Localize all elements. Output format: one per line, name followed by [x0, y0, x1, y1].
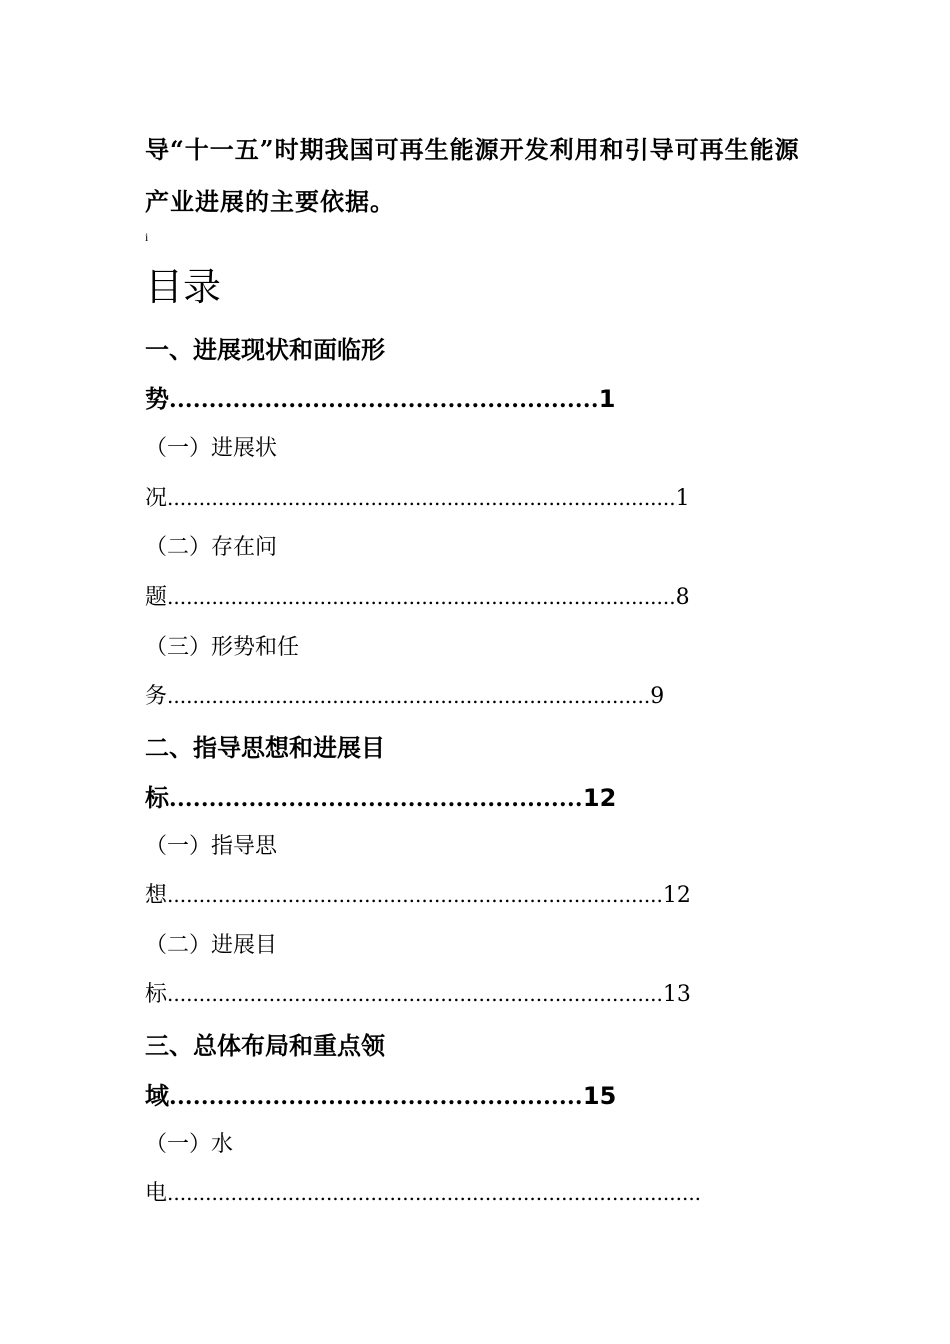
toc-entry-3-page: 8 [675, 585, 690, 610]
toc-entry-4-dots: ............................................................................ [167, 684, 651, 708]
toc-entry-7-lead[interactable]: （二）进展目 [145, 933, 278, 958]
toc-entry-4-tail: 务 [145, 684, 168, 709]
footnote-marker: i [145, 230, 149, 244]
toc-entry-8-line[interactable] [145, 1081, 617, 1110]
toc-entry-9-line[interactable] [145, 1183, 701, 1205]
toc-entry-5-lead[interactable]: 二、指导思想和进展目 [145, 733, 385, 762]
toc-entry-7-page: 13 [662, 982, 691, 1007]
toc-entry-1-lead[interactable]: 一、进展现状和面临形 [145, 335, 385, 364]
toc-entry-2-dots: ................................................................................ [167, 486, 676, 510]
toc-entry-2-page: 1 [675, 486, 690, 511]
toc-entry-3-tail: 题 [145, 585, 168, 610]
toc-entry-7-line[interactable] [145, 984, 691, 1006]
intro-line-2: 产业进展的主要依据。 [145, 187, 395, 216]
toc-entry-7-dots: .............................................................................. [167, 982, 663, 1006]
toc-entry-3-line[interactable] [145, 587, 690, 609]
toc-entry-1-line[interactable] [145, 384, 616, 413]
toc-entry-1-page: 1 [598, 385, 616, 413]
toc-entry-9-tail: 电 [145, 1181, 168, 1206]
toc-entry-8-page: 15 [582, 1082, 617, 1110]
toc-entry-1-tail: 势 [145, 384, 169, 413]
toc-entry-5-tail: 标 [145, 783, 169, 812]
toc-entry-6-page: 12 [662, 883, 691, 908]
toc-entry-2-tail: 况 [145, 486, 168, 511]
toc-entry-8-tail: 域 [145, 1081, 169, 1110]
toc-entry-7-tail: 标 [145, 982, 168, 1007]
intro-line-1: 导“十一五”时期我国可再生能源开发利用和引导可再生能源 [145, 135, 800, 164]
toc-entry-5-dots: .................................................... [169, 786, 583, 812]
toc-entry-5-line[interactable] [145, 783, 617, 812]
toc-entry-6-tail: 想 [145, 883, 168, 908]
toc-entry-6-dots: .............................................................................. [167, 883, 663, 907]
toc-entry-8-lead[interactable]: 三、总体布局和重点领 [145, 1031, 385, 1060]
toc-entry-3-lead[interactable]: （二）存在问 [145, 535, 278, 560]
toc-entry-9-lead[interactable]: （一）水 [145, 1132, 234, 1157]
toc-entry-5-page: 12 [582, 784, 617, 812]
toc-entry-9-dots: .................................................................................... [167, 1181, 702, 1205]
toc-entry-6-line[interactable] [145, 885, 691, 907]
toc-entry-6-lead[interactable]: （一）指导思 [145, 834, 278, 859]
toc-title: 目录 [145, 265, 222, 309]
toc-entry-1-dots: ...................................................... [169, 387, 599, 413]
toc-entry-8-dots: .................................................... [169, 1084, 583, 1110]
toc-entry-2-line[interactable] [145, 488, 690, 510]
toc-entry-4-line[interactable] [145, 686, 664, 708]
toc-entry-2-lead[interactable]: （一）进展状 [145, 436, 278, 461]
toc-entry-4-page: 9 [650, 684, 665, 709]
toc-entry-3-dots: ................................................................................ [167, 585, 676, 609]
toc-entry-4-lead[interactable]: （三）形势和任 [145, 635, 300, 660]
